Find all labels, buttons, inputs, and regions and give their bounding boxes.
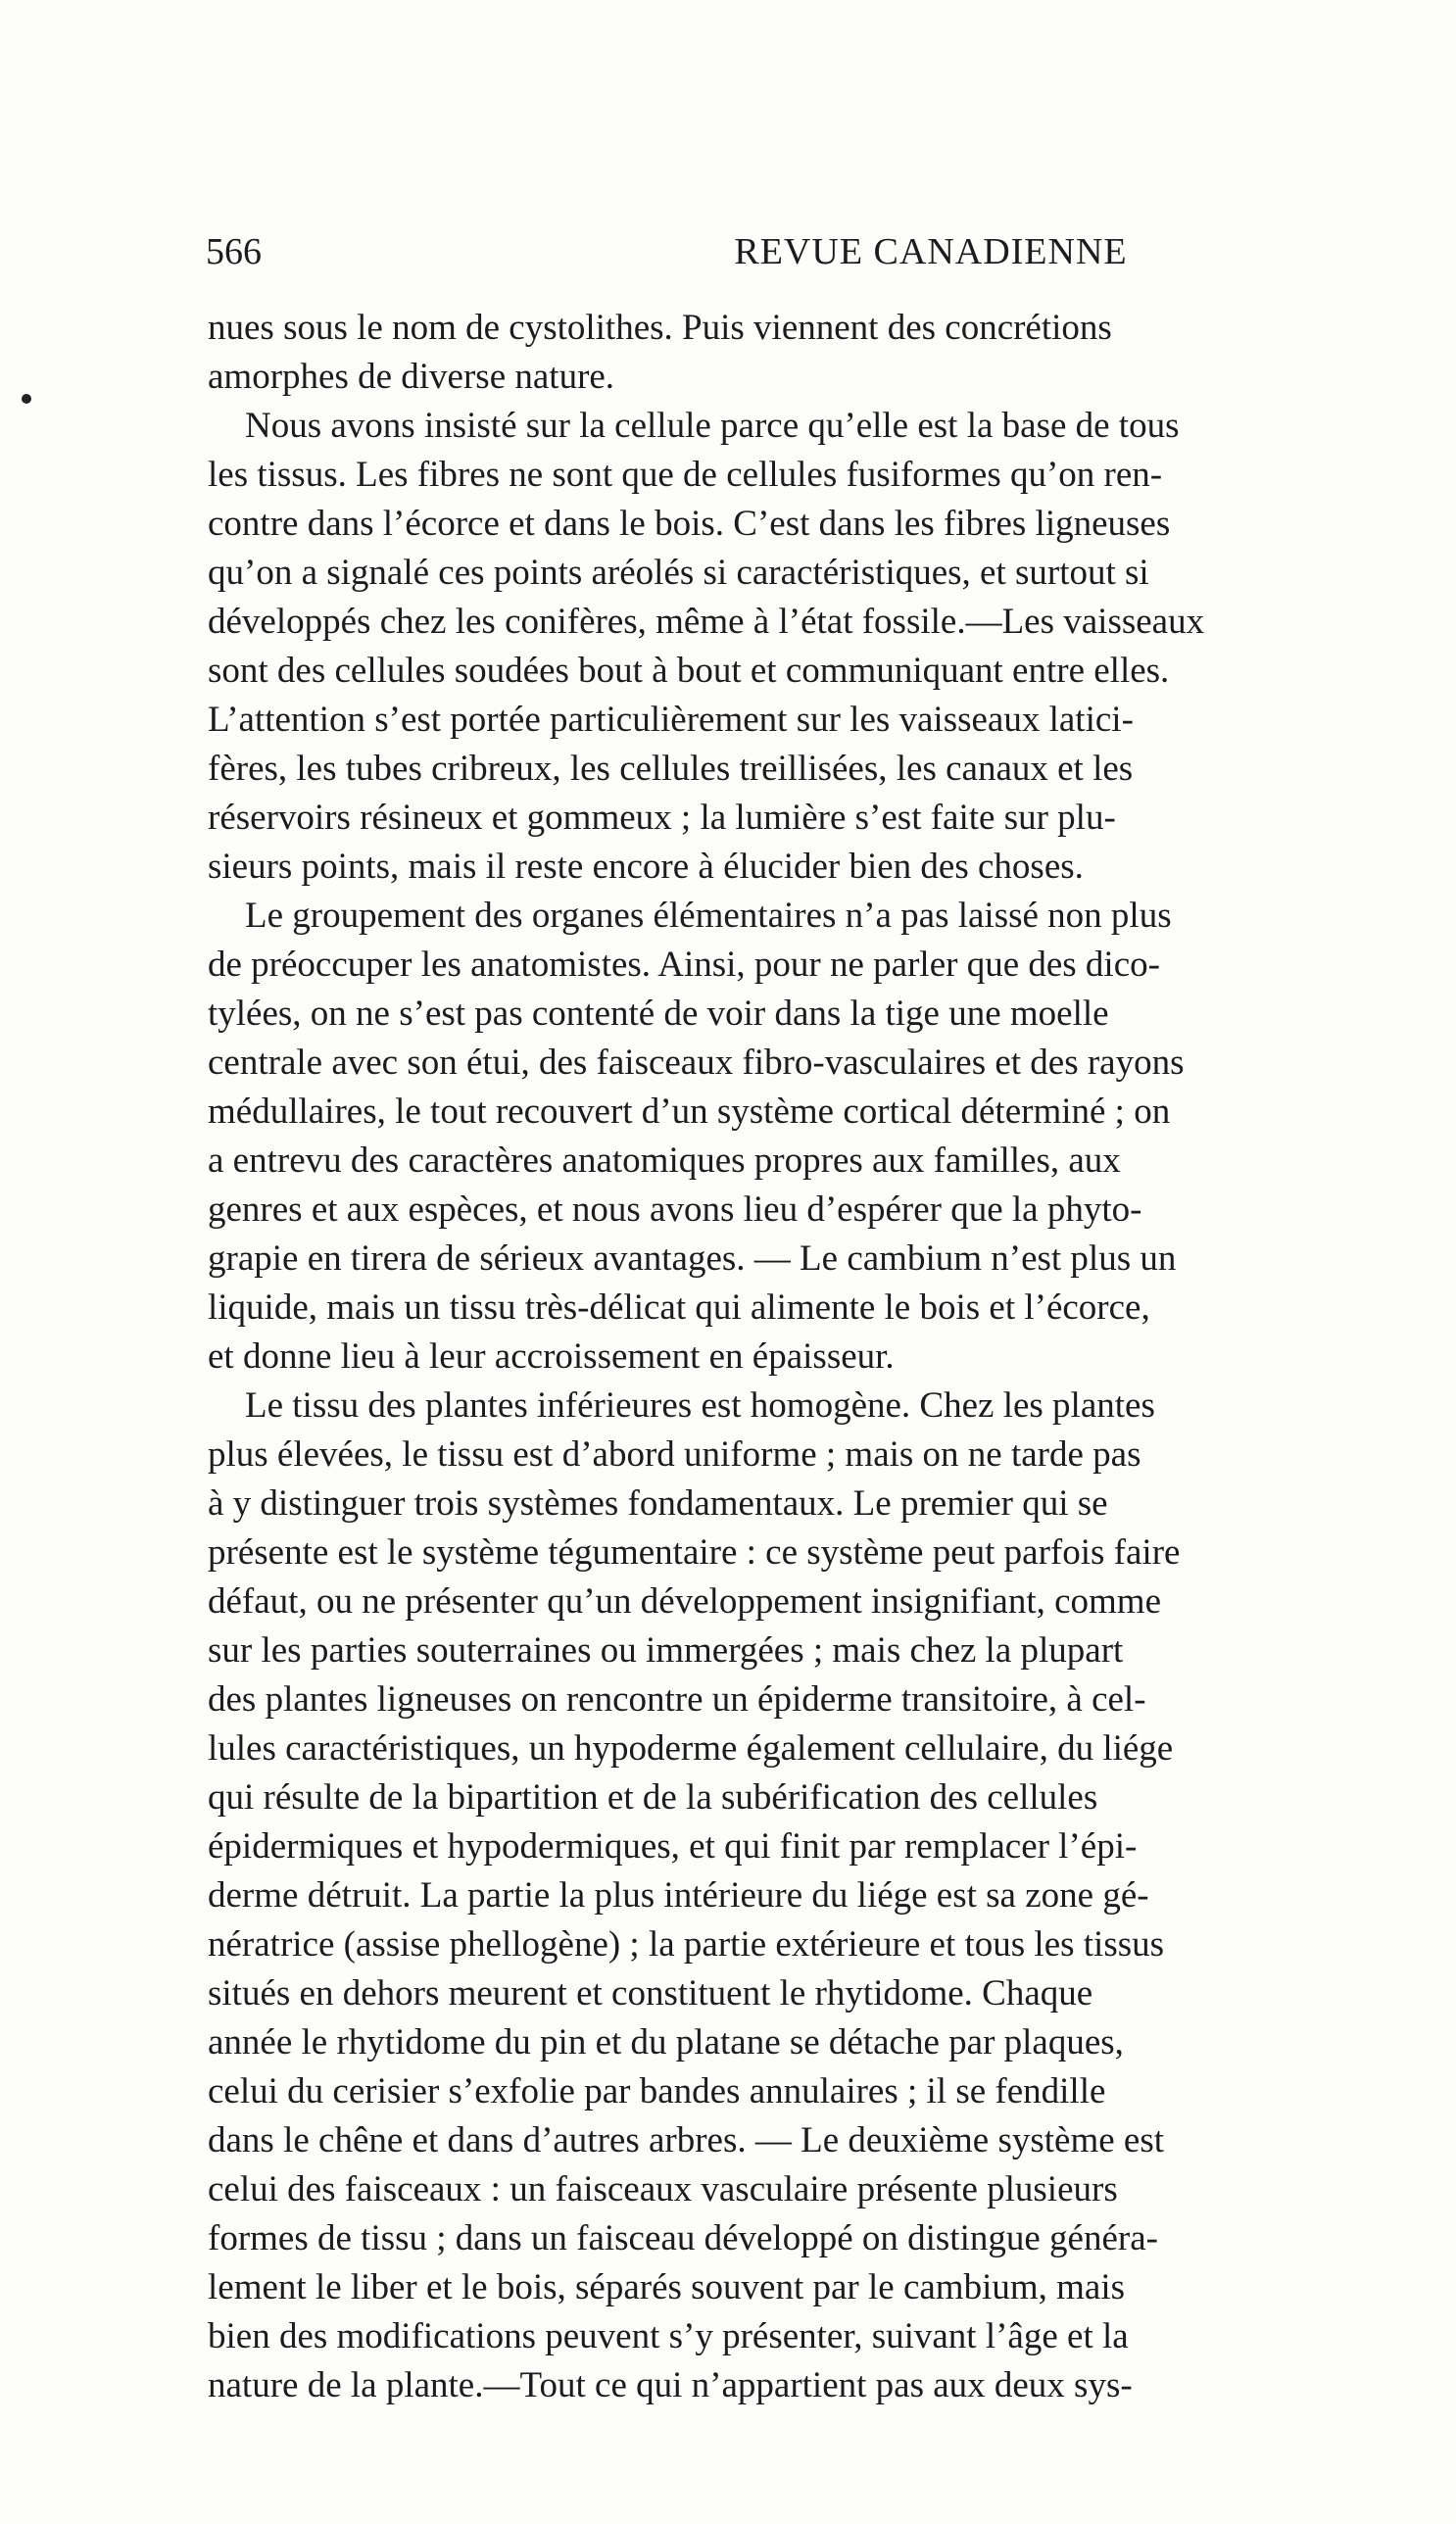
text-line: formes de tissu ; dans un faisceau développé on distingue généra- <box>208 2218 1158 2258</box>
text-line: centrale avec son étui, des faisceaux fibro-vasculaires et des rayons <box>208 1043 1185 1083</box>
text-line: celui des faisceaux : un faisceaux vasculaire présente plusieurs <box>208 2169 1118 2209</box>
running-head: REVUE CANADIENNE <box>734 231 1128 272</box>
text-line: fères, les tubes cribreux, les cellules treillisées, les canaux et les <box>208 749 1134 789</box>
text-line: situés en dehors meurent et constituent le rhytidome. Chaque <box>208 1973 1093 2014</box>
text-line: nues sous le nom de cystolithes. Puis viennent des concrétions <box>208 308 1112 348</box>
text-line: sont des cellules soudées bout à bout et communiquant entre elles. <box>208 651 1170 691</box>
text-line: médullaires, le tout recouvert d’un système cortical déterminé ; on <box>208 1092 1171 1132</box>
text-line: Le groupement des organes élémentaires n’a pas laissé non plus <box>245 896 1172 936</box>
text-line: amorphes de diverse nature. <box>208 357 615 397</box>
text-line: Le tissu des plantes inférieures est homogène. Chez les plantes <box>245 1385 1155 1426</box>
text-line: bien des modifications peuvent s’y présenter, suivant l’âge et la <box>208 2316 1129 2356</box>
text-line: année le rhytidome du pin et du platane se détache par plaques, <box>208 2022 1124 2063</box>
body-text <box>208 304 1335 2410</box>
text-line: sur les parties souterraines ou immergées ; mais chez la plupart <box>208 1630 1124 1671</box>
text-line: lement le liber et le bois, séparés souvent par le cambium, mais <box>208 2267 1126 2307</box>
text-line: des plantes ligneuses on rencontre un épiderme transitoire, à cel- <box>208 1679 1146 1720</box>
text-line: et donne lieu à leur accroissement en épaisseur. <box>208 1336 895 1377</box>
text-line: de préoccuper les anatomistes. Ainsi, pour ne parler que des dico- <box>208 945 1160 985</box>
text-line: nératrice (assise phellogène) ; la partie extérieure et tous les tissus <box>208 1924 1165 1965</box>
text-line: liquide, mais un tissu très-délicat qui alimente le bois et l’écorce, <box>208 1287 1150 1328</box>
text-line: plus élevées, le tissu est d’abord uniforme ; mais on ne tarde pas <box>208 1434 1141 1475</box>
text-line: défaut, ou ne présenter qu’un développement insignifiant, comme <box>208 1581 1162 1622</box>
text-line: présente est le système tégumentaire : ce système peut parfois faire <box>208 1532 1181 1573</box>
page-number: 566 <box>206 231 262 272</box>
text-line: à y distinguer trois systèmes fondamentaux. Le premier qui se <box>208 1483 1108 1524</box>
text-line: qu’on a signalé ces points aréolés si caractéristiques, et surtout si <box>208 553 1149 593</box>
margin-mark <box>22 394 31 404</box>
text-line: grapie en tirera de sérieux avantages. — Le cambium n’est plus un <box>208 1238 1177 1279</box>
text-line: tylées, on ne s’est pas contenté de voir dans la tige une moelle <box>208 994 1109 1034</box>
text-line: réservoirs résineux et gommeux ; la lumière s’est faite sur plu- <box>208 798 1116 838</box>
page-header <box>206 227 1333 276</box>
text-line: lules caractéristiques, un hypoderme également cellulaire, du liége <box>208 1728 1174 1769</box>
text-line: sieurs points, mais il reste encore à élucider bien des choses. <box>208 847 1084 887</box>
text-line: derme détruit. La partie la plus intérieure du liége est sa zone gé- <box>208 1875 1149 1916</box>
text-line: les tissus. Les fibres ne sont que de cellules fusiformes qu’on ren- <box>208 455 1163 495</box>
text-line: contre dans l’écorce et dans le bois. C’est dans les fibres ligneuses <box>208 504 1171 544</box>
text-line: genres et aux espèces, et nous avons lieu d’espérer que la phyto- <box>208 1189 1142 1230</box>
text-line: développés chez les conifères, même à l’état fossile.—Les vaisseaux <box>208 602 1205 642</box>
text-line: qui résulte de la bipartition et de la subérification des cellules <box>208 1777 1098 1818</box>
text-line: épidermiques et hypodermiques, et qui finit par remplacer l’épi- <box>208 1826 1138 1867</box>
text-line: celui du cerisier s’exfolie par bandes annulaires ; il se fendille <box>208 2071 1106 2111</box>
text-line: Nous avons insisté sur la cellule parce qu’elle est la base de tous <box>245 406 1180 446</box>
text-line: nature de la plante.—Tout ce qui n’appartient pas aux deux sys- <box>208 2365 1133 2405</box>
text-line: dans le chêne et dans d’autres arbres. — Le deuxième système est <box>208 2120 1165 2160</box>
text-line: L’attention s’est portée particulièrement sur les vaisseaux latici- <box>208 700 1134 740</box>
text-line: a entrevu des caractères anatomiques propres aux familles, aux <box>208 1141 1121 1181</box>
